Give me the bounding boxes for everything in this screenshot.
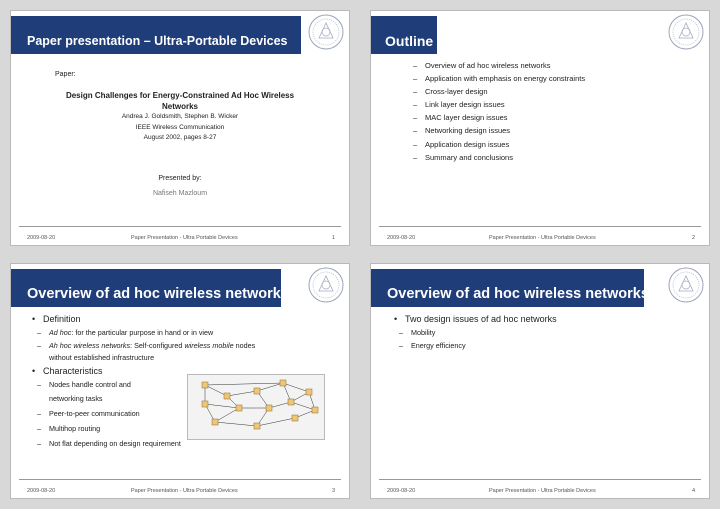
- def-adhoc: [37, 326, 255, 339]
- slide-3[interactable]: [10, 263, 350, 499]
- slide-title: Paper presentation – Ultra-Portable Devices: [27, 34, 288, 48]
- footer-rule: [19, 479, 341, 480]
- slide-1[interactable]: [10, 10, 350, 246]
- presenter-name: Nafiseh Mazloum: [152, 190, 208, 197]
- list-item: – Application with emphasis on energy constraints: [413, 72, 585, 85]
- slide-4[interactable]: [370, 263, 710, 499]
- slide-title: Overview of ad hoc wireless networks (II): [387, 286, 671, 302]
- def-ahwn: [37, 339, 255, 352]
- network-node: [224, 393, 230, 399]
- footer-rule: [379, 226, 701, 227]
- char-item: – Peer-to-peer communication: [37, 406, 255, 421]
- footer-rule: [19, 226, 341, 227]
- university-seal-icon: [667, 266, 705, 304]
- network-node: [254, 388, 260, 394]
- network-node: [292, 415, 298, 421]
- presented-by-label: Presented by:: [158, 175, 202, 182]
- slide-2[interactable]: [370, 10, 710, 246]
- footer-text: Paper Presentation - Ultra Portable Devices: [489, 235, 596, 241]
- footer-date: 2009-08-20: [27, 488, 56, 494]
- title-band: [371, 16, 437, 54]
- footer-text: Paper Presentation - Ultra Portable Devices: [131, 488, 238, 494]
- list-item: – Summary and conclusions: [413, 151, 585, 164]
- paper-label: Paper:: [55, 71, 76, 78]
- char-item: – Nodes handle control and: [37, 378, 255, 391]
- network-diagram: [187, 374, 325, 440]
- paper-venue: IEEE Wireless Communication: [135, 124, 225, 131]
- list-item: – Energy efficiency: [399, 339, 557, 352]
- footer-date: 2009-08-20: [27, 235, 56, 241]
- slide-title: Outline: [385, 33, 434, 49]
- definition-bullet: • Definition: [31, 312, 255, 326]
- def-ahwn-term2: wireless mobile: [184, 341, 234, 350]
- footer-date: 2009-08-20: [387, 488, 416, 494]
- network-node: [212, 419, 218, 425]
- title-band: [371, 269, 671, 307]
- def-ahwn-term: Ah hoc wireless networks: [49, 341, 131, 350]
- paper-authors: Andrea J. Goldsmith, Stephen B. Wicker: [121, 113, 239, 120]
- network-node: [236, 405, 242, 411]
- university-seal-icon: [307, 13, 345, 51]
- outline-list: [413, 59, 585, 164]
- paper-title-line2: Networks: [161, 102, 198, 111]
- page-number: 3: [331, 488, 335, 494]
- network-node: [202, 401, 208, 407]
- paper-title-line1: Design Challenges for Energy-Constrained Ad Hoc Wireless: [65, 91, 295, 100]
- list-item: – Link layer design issues: [413, 98, 585, 111]
- def-ahwn-text2: nodes: [233, 341, 256, 350]
- list-item: – Application design issues: [413, 138, 585, 151]
- def-ahwn-cont: without established infrastructure: [49, 353, 155, 362]
- footer-date: 2009-08-20: [387, 235, 416, 241]
- page-number: 2: [691, 235, 695, 241]
- university-seal-icon: [667, 13, 705, 51]
- def-adhoc-text: : for the particular purpose in hand or in view: [71, 328, 214, 337]
- list-item: – Mobility: [399, 326, 557, 339]
- footer-text: Paper Presentation - Ultra Portable Devices: [489, 488, 596, 494]
- list-item: – Cross-layer design: [413, 85, 585, 98]
- footer-text: Paper Presentation - Ultra Portable Devices: [131, 235, 238, 241]
- network-node: [280, 380, 286, 386]
- list-item: – MAC layer design issues: [413, 111, 585, 124]
- network-node: [306, 389, 312, 395]
- footer-rule: [379, 479, 701, 480]
- slide-title: Overview of ad hoc wireless networks (I): [27, 286, 307, 302]
- paper-date-pages: August 2002, pages 8-27: [143, 134, 217, 141]
- char-item-cont: networking tasks: [49, 394, 103, 403]
- char-item: – Multihop routing: [37, 421, 255, 436]
- def-adhoc-term: Ad hoc: [49, 328, 72, 337]
- slide-body: [393, 312, 557, 352]
- characteristics-bullet: • Characteristics: [31, 364, 255, 378]
- network-node: [254, 423, 260, 429]
- title-band: [11, 16, 301, 54]
- char-item: – Not flat depending on design requirement: [37, 436, 255, 451]
- page-number: 1: [331, 235, 335, 241]
- title-band: [11, 269, 307, 307]
- network-node: [266, 405, 272, 411]
- network-node: [312, 407, 318, 413]
- list-item: – Networking design issues: [413, 124, 585, 137]
- page-number: 4: [691, 488, 695, 494]
- list-item: – Overview of ad hoc wireless networks: [413, 59, 585, 72]
- def-ahwn-text1: : Self-configured: [130, 341, 185, 350]
- network-node: [202, 382, 208, 388]
- network-node: [288, 399, 294, 405]
- design-issues-bullet: • Two design issues of ad hoc networks: [393, 312, 557, 326]
- university-seal-icon: [307, 266, 345, 304]
